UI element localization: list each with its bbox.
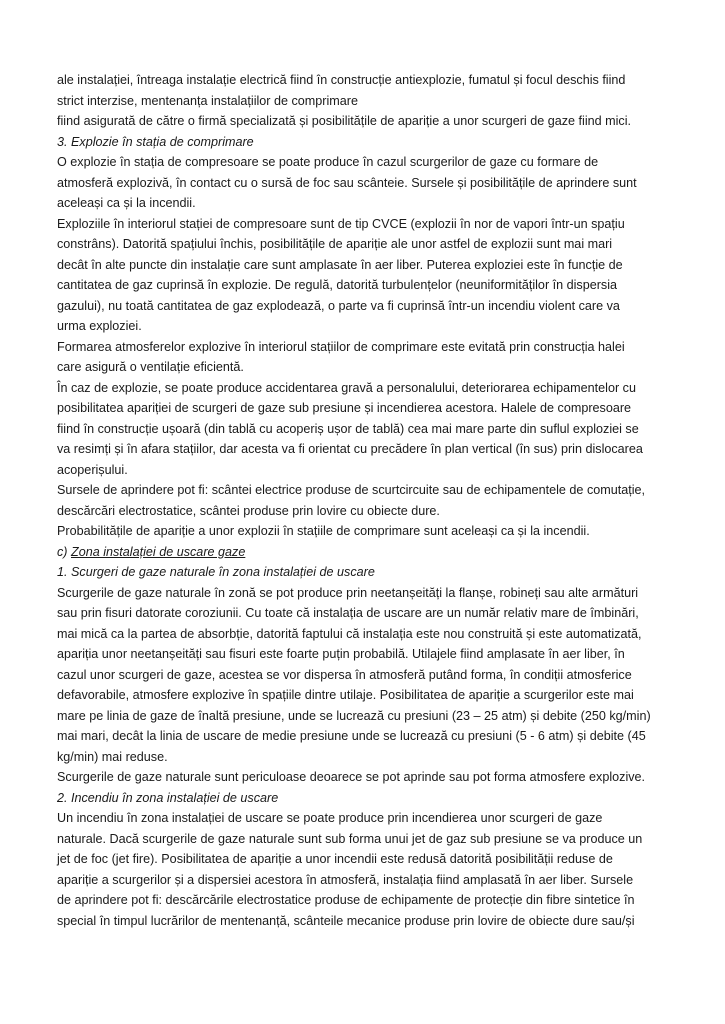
text-line: descărcări electrostatice, scântei produse prin lovire cu obiecte dure. bbox=[57, 503, 440, 518]
text-line: atmosferă explozivă, în contact cu o sursă de foc sau scânteie. Sursele și posibilitățile de aprindere sunt bbox=[57, 175, 637, 190]
paragraph bbox=[57, 583, 677, 768]
text-line: Exploziile în interiorul stației de compresoare sunt de tip CVCE (explozii în nor de vapori într-un spațiu bbox=[57, 216, 625, 231]
document-page bbox=[57, 70, 677, 931]
text-line: kg/min) mai reduse. bbox=[57, 749, 168, 764]
section-heading: 1. Scurgeri de gaze naturale în zona instalației de uscare bbox=[57, 565, 375, 579]
text-line: Scurgerile de gaze naturale sunt periculoase deoarece se pot aprinde sau pot forma atmosfere explozive. bbox=[57, 770, 646, 784]
text-line: de aprindere pot fi: descărcările electrostatice produse de echipamente de protecție din fibre sintetice în bbox=[57, 893, 635, 907]
paragraph bbox=[57, 521, 677, 542]
text-line: cantitatea de gaz cuprinsă în explozie. De regulă, datorită turbulențelor (neuniformităților în dispersia bbox=[57, 278, 618, 292]
text-line: decât în alte puncte din instalație care sunt amplasate în aer liber. Puterea exploziei este în funcție de bbox=[57, 257, 623, 272]
paragraph bbox=[57, 767, 677, 788]
paragraph bbox=[57, 152, 677, 214]
text-line: urma exploziei. bbox=[57, 319, 142, 333]
section-heading: 3. Explozie în stația de comprimare bbox=[57, 134, 254, 149]
text-line: fiind asigurată de către o firmă specializată și posibilitățile de apariție a unor scurgeri de gaze fiind mici. bbox=[57, 114, 632, 128]
text-line: În caz de explozie, se poate produce accidentarea gravă a personalului, deteriorarea echipamentelor cu bbox=[57, 380, 636, 395]
text-line: mai mari, decât la linia de uscare de medie presiune unde se lucrează cu presiuni (5 - 6 atm) și debite (45 bbox=[57, 729, 646, 743]
text-line: fiind în construcție ușoară (din tablă cu acoperiș ușor de tablă) cea mai mare parte din suflul exploziei se bbox=[57, 421, 639, 436]
paragraph bbox=[57, 808, 677, 931]
text-line: acoperișului. bbox=[57, 462, 128, 477]
text-line: special în timpul lucrărilor de mentenanță, scânteile mecanice produse prin lovire de obiecte dure sau/și bbox=[57, 913, 635, 928]
text-line: sau prin fisuri datorate coroziunii. Cu toate că instalația de uscare are un număr relativ mare de îmbinări, bbox=[57, 606, 639, 620]
text-line: Un incendiu în zona instalației de uscare se poate produce prin incendierea unor scurgeri de gaze bbox=[57, 811, 603, 825]
text-line: care asigură o ventilație eficientă. bbox=[57, 360, 244, 374]
text-line: mai mică ca la partea de absorbție, datorită faptului că instalația este nou construită și este automatizată, bbox=[57, 626, 642, 641]
text-line: va resimți și în afara stațiilor, dar acesta va fi orientat cu precădere în plan vertical (în sus) prin dislocarea bbox=[57, 442, 643, 456]
text-line: Probabilitățile de apariție a unor explozii în stațiile de comprimare sunt aceleași ca și la incendii. bbox=[57, 524, 590, 538]
paragraph bbox=[57, 480, 677, 521]
zone-heading bbox=[57, 542, 677, 563]
zone-heading-title: Zona instalației de uscare gaze bbox=[71, 544, 246, 559]
paragraph bbox=[57, 337, 677, 378]
text-line: Scurgerile de gaze naturale în zonă se pot produce prin neetanșeități la flanșe, robineți sau alte armături bbox=[57, 585, 639, 600]
text-line: apariție a scurgerilor și a dispersiei acestora în atmosferă, instalația fiind amplasată în aer liber. Sursele bbox=[57, 872, 634, 887]
paragraph bbox=[57, 378, 677, 481]
paragraph bbox=[57, 214, 677, 337]
text-line: mare pe linia de gaze de înaltă presiune, unde se lucrează cu presiuni (23 – 25 atm) și debite (250 kg/min) bbox=[57, 708, 651, 723]
text-line: ale instalației, întreaga instalație electrică fiind în construcție antiexplozie, fumatul și focul deschis fiind bbox=[57, 73, 626, 87]
paragraph bbox=[57, 70, 677, 132]
text-line: apariția unor neetanșeități sau fisuri este foarte puțin probabilă. Utilajele fiind amplasate în aer liber, în bbox=[57, 647, 625, 661]
text-line: aceleași ca și la incendii. bbox=[57, 196, 196, 210]
text-line: strict interzise, mentenanța instalațiilor de comprimare bbox=[57, 93, 358, 108]
text-line: defavorabile, atmosfere explozive în spațiile dintre utilaje. Posibilitatea de apariție a scurgerilor este mai bbox=[57, 688, 634, 702]
text-line: naturale. Dacă scurgerile de gaze naturale sunt sub forma unui jet de gaz sub presiune se va produce un bbox=[57, 831, 643, 846]
text-line: O explozie în stația de compresoare se poate produce în cazul scurgerilor de gaze cu formare de bbox=[57, 155, 599, 169]
text-line: jet de foc (jet fire). Posibilitatea de apariție a unor incendii este redusă datorită posibilității reduse de bbox=[57, 852, 613, 866]
section-heading: 2. Incendiu în zona instalației de uscare bbox=[57, 790, 279, 805]
text-line: posibilitatea apariției de scurgeri de gaze sub presiune și incendierea acestora. Halele de compresoare bbox=[57, 401, 632, 415]
text-line: gazului), nu toată cantitatea de gaz explodează, o parte va fi cuprinsă într-un incendiu violent care va bbox=[57, 298, 620, 313]
text-line: cazul unor scurgeri de gaze, acestea se vor dispersa în atmosferă putând forma, în condiții atmosferice bbox=[57, 667, 632, 682]
text-line: Sursele de aprindere pot fi: scântei electrice produse de scurtcircuite sau de echipamentele de comutație, bbox=[57, 483, 646, 497]
zone-heading-prefix: c) bbox=[57, 544, 71, 559]
text-line: constrâns). Datorită spațiului închis, posibilitățile de apariție ale unor astfel de explozii sunt mai mari bbox=[57, 237, 613, 251]
text-line: Formarea atmosferelor explozive în interiorul stațiilor de comprimare este evitată prin construcția halei bbox=[57, 339, 625, 354]
